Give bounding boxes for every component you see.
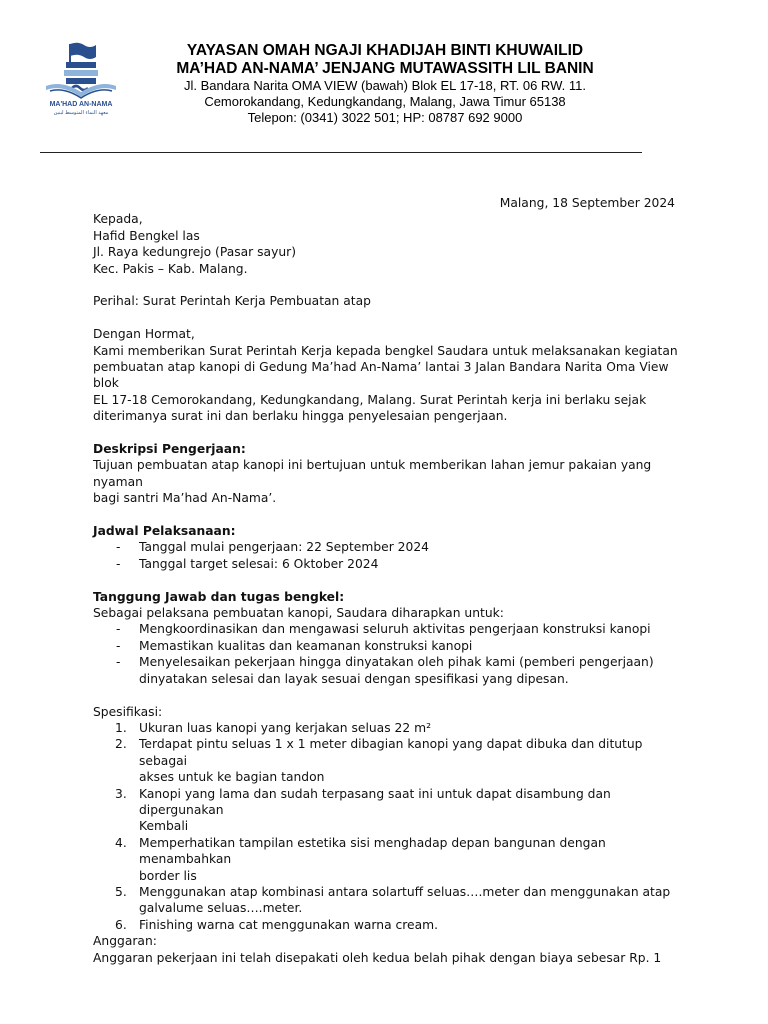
list-item xyxy=(93,786,683,835)
section-heading-specs: Spesifikasi: xyxy=(93,704,163,719)
letter-body xyxy=(93,195,683,966)
schedule-list xyxy=(93,539,683,572)
list-item xyxy=(93,884,683,917)
org-name-line-2: MA’HAD AN-NAMA’ JENJANG MUTAWASSITH LIL BANIN xyxy=(176,60,594,77)
recipient-line: Kepada, xyxy=(93,212,143,227)
list-item-text: Mengkoordinasikan dan mengawasi seluruh aktivitas pengerjaan konstruksi kanopi xyxy=(139,622,651,637)
duties-list xyxy=(93,621,683,687)
subject-line: Perihal: Surat Perintah Kerja Pembuatan atap xyxy=(93,294,371,309)
org-name-line-1: YAYASAN OMAH NGAJI KHADIJAH BINTI KHUWAILID xyxy=(186,42,584,59)
list-item-text: Kanopi yang lama dan sudah terpasang saat ini untuk dapat disambung dan dipergunakan xyxy=(139,786,611,817)
list-item xyxy=(93,736,683,785)
paragraph-line: EL 17-18 Cemorokandang, Kedungkandang, Malang. Surat Perintah kerja ini berlaku sejak xyxy=(93,392,647,407)
logo-subcaption: معهد النماء المتوسط لبنين xyxy=(53,110,109,116)
list-number: 5. xyxy=(115,884,127,899)
list-number: 2. xyxy=(115,737,127,752)
list-item xyxy=(93,917,683,933)
recipient-line: Jl. Raya kedungrejo (Pasar sayur) xyxy=(93,245,297,260)
list-item-text: dinyatakan selesai dan layak sesuai dengan spesifikasi yang dipesan. xyxy=(139,671,569,686)
greeting: Dengan Hormat, xyxy=(93,327,195,342)
list-item-text: Memperhatikan tampilan estetika sisi menghadap depan bangunan dengan menambahkan xyxy=(139,835,606,867)
letterhead xyxy=(120,42,650,126)
specs-list xyxy=(93,720,683,933)
mahad-an-nama-logo xyxy=(40,40,122,120)
section-heading-duties: Tanggung Jawab dan tugas bengkel: xyxy=(93,589,345,604)
list-item-text: akses untuk ke bagian tandon xyxy=(139,770,325,785)
list-item-text: Kembali xyxy=(139,819,189,834)
list-item: - Tanggal mulai pengerjaan: 22 September 2024 xyxy=(93,539,683,555)
address-line-1: Jl. Bandara Narita OMA VIEW (bawah) Blok EL 17-18, RT. 06 RW. 11. xyxy=(184,78,586,93)
paragraph-line: bagi santri Ma’had An-Nama’. xyxy=(93,491,277,506)
list-number: 1. xyxy=(115,720,127,735)
list-item-text: Finishing warna cat menggunakan warna cream. xyxy=(139,917,439,932)
list-item-text: border lis xyxy=(139,868,197,883)
paragraph-line: diterimanya surat ini dan berlaku hingga penyelesaian pengerjaan. xyxy=(93,409,508,424)
list-number: 3. xyxy=(115,786,127,801)
section-heading-description: Deskripsi Pengerjaan: xyxy=(93,442,246,457)
list-item-text: Menyelesaikan pekerjaan hingga dinyatakan oleh pihak kami (pemberi pengerjaan) xyxy=(139,655,654,670)
list-item xyxy=(93,720,683,736)
logo-caption: MA'HAD AN-NAMA xyxy=(49,101,113,108)
phone-line: Telepon: (0341) 3022 501; HP: 08787 692 9000 xyxy=(247,110,523,125)
paragraph-line: pembuatan atap kanopi di Gedung Ma’had An-Nama’ lantai 3 Jalan Bandara Narita Oma View blok xyxy=(93,360,669,391)
list-number: 4. xyxy=(115,835,127,850)
list-item-text: galvalume seluas….meter. xyxy=(139,901,303,916)
list-item xyxy=(93,638,683,654)
list-number: 6. xyxy=(115,917,127,932)
opening-paragraph xyxy=(93,343,683,425)
paragraph-line: Tujuan pembuatan atap kanopi ini bertujuan untuk memberikan lahan jemur pakaian yang nyaman xyxy=(93,458,652,489)
duties-intro: Sebagai pelaksana pembuatan kanopi, Saudara diharapkan untuk: xyxy=(93,606,504,621)
list-item xyxy=(93,835,683,884)
section-heading-schedule: Jadwal Pelaksanaan: xyxy=(93,524,236,539)
section-heading-budget: Anggaran: xyxy=(93,934,157,949)
list-item-text: Menggunakan atap kombinasi antara solartuff seluas….meter dan menggunakan atap xyxy=(139,884,671,899)
list-item-text: Memastikan kualitas dan keamanan konstruksi kanopi xyxy=(139,638,473,653)
budget-line: Anggaran pekerjaan ini telah disepakati oleh kedua belah pihak dengan biaya sebesar Rp. 1 xyxy=(93,950,662,965)
recipient-block xyxy=(93,211,683,277)
list-item: - Tanggal target selesai: 6 Oktober 2024 xyxy=(93,556,683,572)
letterhead-divider xyxy=(40,152,642,153)
list-item-text: Terdapat pintu seluas 1 x 1 meter dibagian kanopi yang dapat dibuka dan ditutup sebagai xyxy=(139,737,643,768)
list-item xyxy=(93,654,683,687)
list-item xyxy=(93,621,683,637)
paragraph-line: Kami memberikan Surat Perintah Kerja kepada bengkel Saudara untuk melaksanakan kegiatan xyxy=(93,343,678,358)
list-item-text: Ukuran luas kanopi yang kerjakan seluas 22 m² xyxy=(139,720,431,735)
recipient-line: Hafid Bengkel las xyxy=(93,228,200,243)
recipient-line: Kec. Pakis – Kab. Malang. xyxy=(93,261,248,276)
address-line-2: Cemorokandang, Kedungkandang, Malang, Jawa Timur 65138 xyxy=(204,94,566,109)
letter-date: Malang, 18 September 2024 xyxy=(499,196,675,210)
